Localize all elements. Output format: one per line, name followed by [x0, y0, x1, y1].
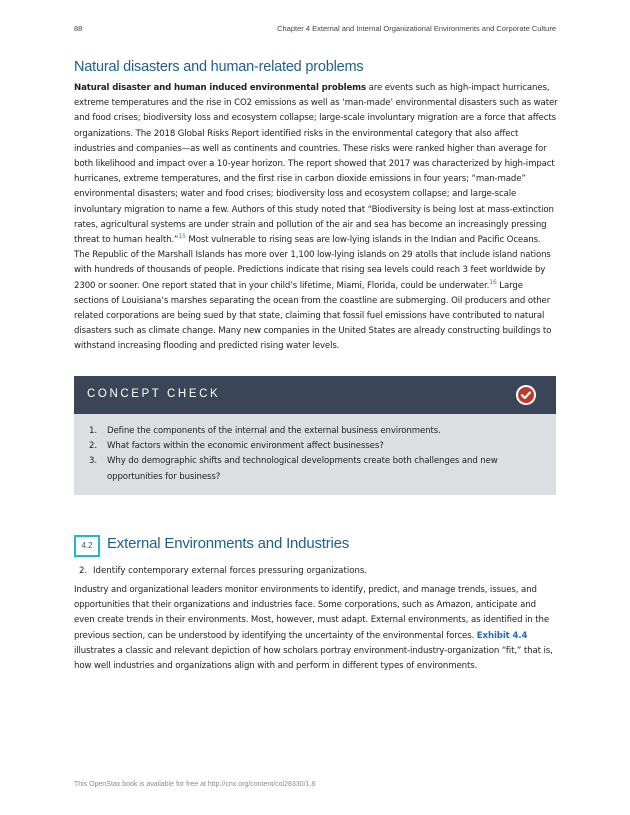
paragraph-text-b: Most vulnerable to rising seas are low-lying islands in the Indian and Pacific Oceans. The Republic of the Marshall Islands has more over 1,100 low-lying islands on 29 atolls that include island nations with hundreds of thousands of people. Predictions indicate that rising sea levels could reach 3 feet worldwide by 2300 or sooner. One report stated that in your child’s lifetime, Miami, Florida, could be underwater. [74, 235, 551, 291]
concept-check-list [89, 424, 529, 485]
section-number-badge: 4.2 [74, 535, 100, 557]
list-item: 3. Why do demographic shifts and technological developments create both challenges and new opportunities for business? [89, 456, 498, 482]
concept-check-title: CONCEPT CHECK [87, 388, 221, 400]
learning-objective [79, 564, 367, 579]
section-heading-natural-disasters: Natural disasters and human-related problems [74, 59, 364, 75]
exhibit-4-4-link[interactable]: Exhibit 4.4 [476, 630, 528, 641]
concept-check-box [74, 376, 556, 495]
section-title: External Environments and Industries [107, 535, 350, 552]
page-footer: This OpenStax book is available for free at http://cnx.org/content/col28330/1.8 [74, 781, 316, 788]
concept-check-header [74, 376, 556, 414]
footnote-link-15[interactable]: 15 [178, 233, 186, 241]
page-number: 88 [74, 24, 83, 33]
objective-number: 2. [79, 566, 88, 576]
list-item: 1. Define the components of the internal and the external business environments. [89, 426, 441, 436]
checkmark-circle-icon [516, 385, 536, 405]
external-environments-paragraph: Industry and organizational leaders monitor environments to identify, predict, and manage trends, issues, and opportunities that their organizations and industries face. Some corporations, such as Amazon, anticipate and even create trends in their environments. Most, however, must adapt. External environments, as identified in the previous section, can be understood by identifying the uncertainty of the environmental forces. Exhibit 4.4 illustrates a classic and relevant depiction of how scholars portray environment-industry-organization “fit,” that is, how well industries and organizations align with and perform in different types of environments. [74, 585, 553, 672]
natural-disasters-paragraph [74, 81, 558, 355]
footnote-link-16[interactable]: 16 [489, 278, 497, 286]
paragraph-text-c: Large sections of Louisiana’s marshes separating the ocean from the coastline are submerging. Oil producers and other related corporations are being sued by that state, claiming that fossil fuel emissions have contributed to natural disasters such as climate change. Many new companies in the United States are already constructing buildings to withstand increasing flooding and predicted rising water levels. [74, 280, 552, 352]
chapter-title: Chapter 4 External and Internal Organizational Environments and Corporate Culture [277, 24, 556, 33]
list-item: 2. What factors within the economic environment affect businesses? [89, 441, 384, 452]
objective-text: Identify contemporary external forces pressuring organizations. [93, 566, 368, 576]
bold-lead-term: Natural disaster and human induced environmental problems [74, 83, 366, 93]
paragraph-text-a: are events such as high-impact hurricanes, extreme temperatures and the rise in CO2 emissions as well as ‘man-made’ environmental disasters such as water and food crises; biodiversity loss and ecosystem collapse; large-scale involuntary migration are a force that affects organizations. The 2018 Global Risks Report identified risks in the environmental category that also affect industries and companies—as well as continents and countries. These risks were ranked higher than average for both likelihood and impact over a 10-year horizon. The report showed that 2017 was characterized by high-impact hurricanes, extreme temperatures, and the first rise in carbon dioxide emissions in four years; “man-made” environmental disasters; water and food crises; biodiversity loss and ecosystem collapse; and large-scale involuntary migration to name a few. Authors of this study noted that “Biodiversity is being lost at mass-extinction rates, agricultural systems are under strain and pollution of the air and sea has become an increasingly pressing threat to human health.” [74, 83, 558, 246]
